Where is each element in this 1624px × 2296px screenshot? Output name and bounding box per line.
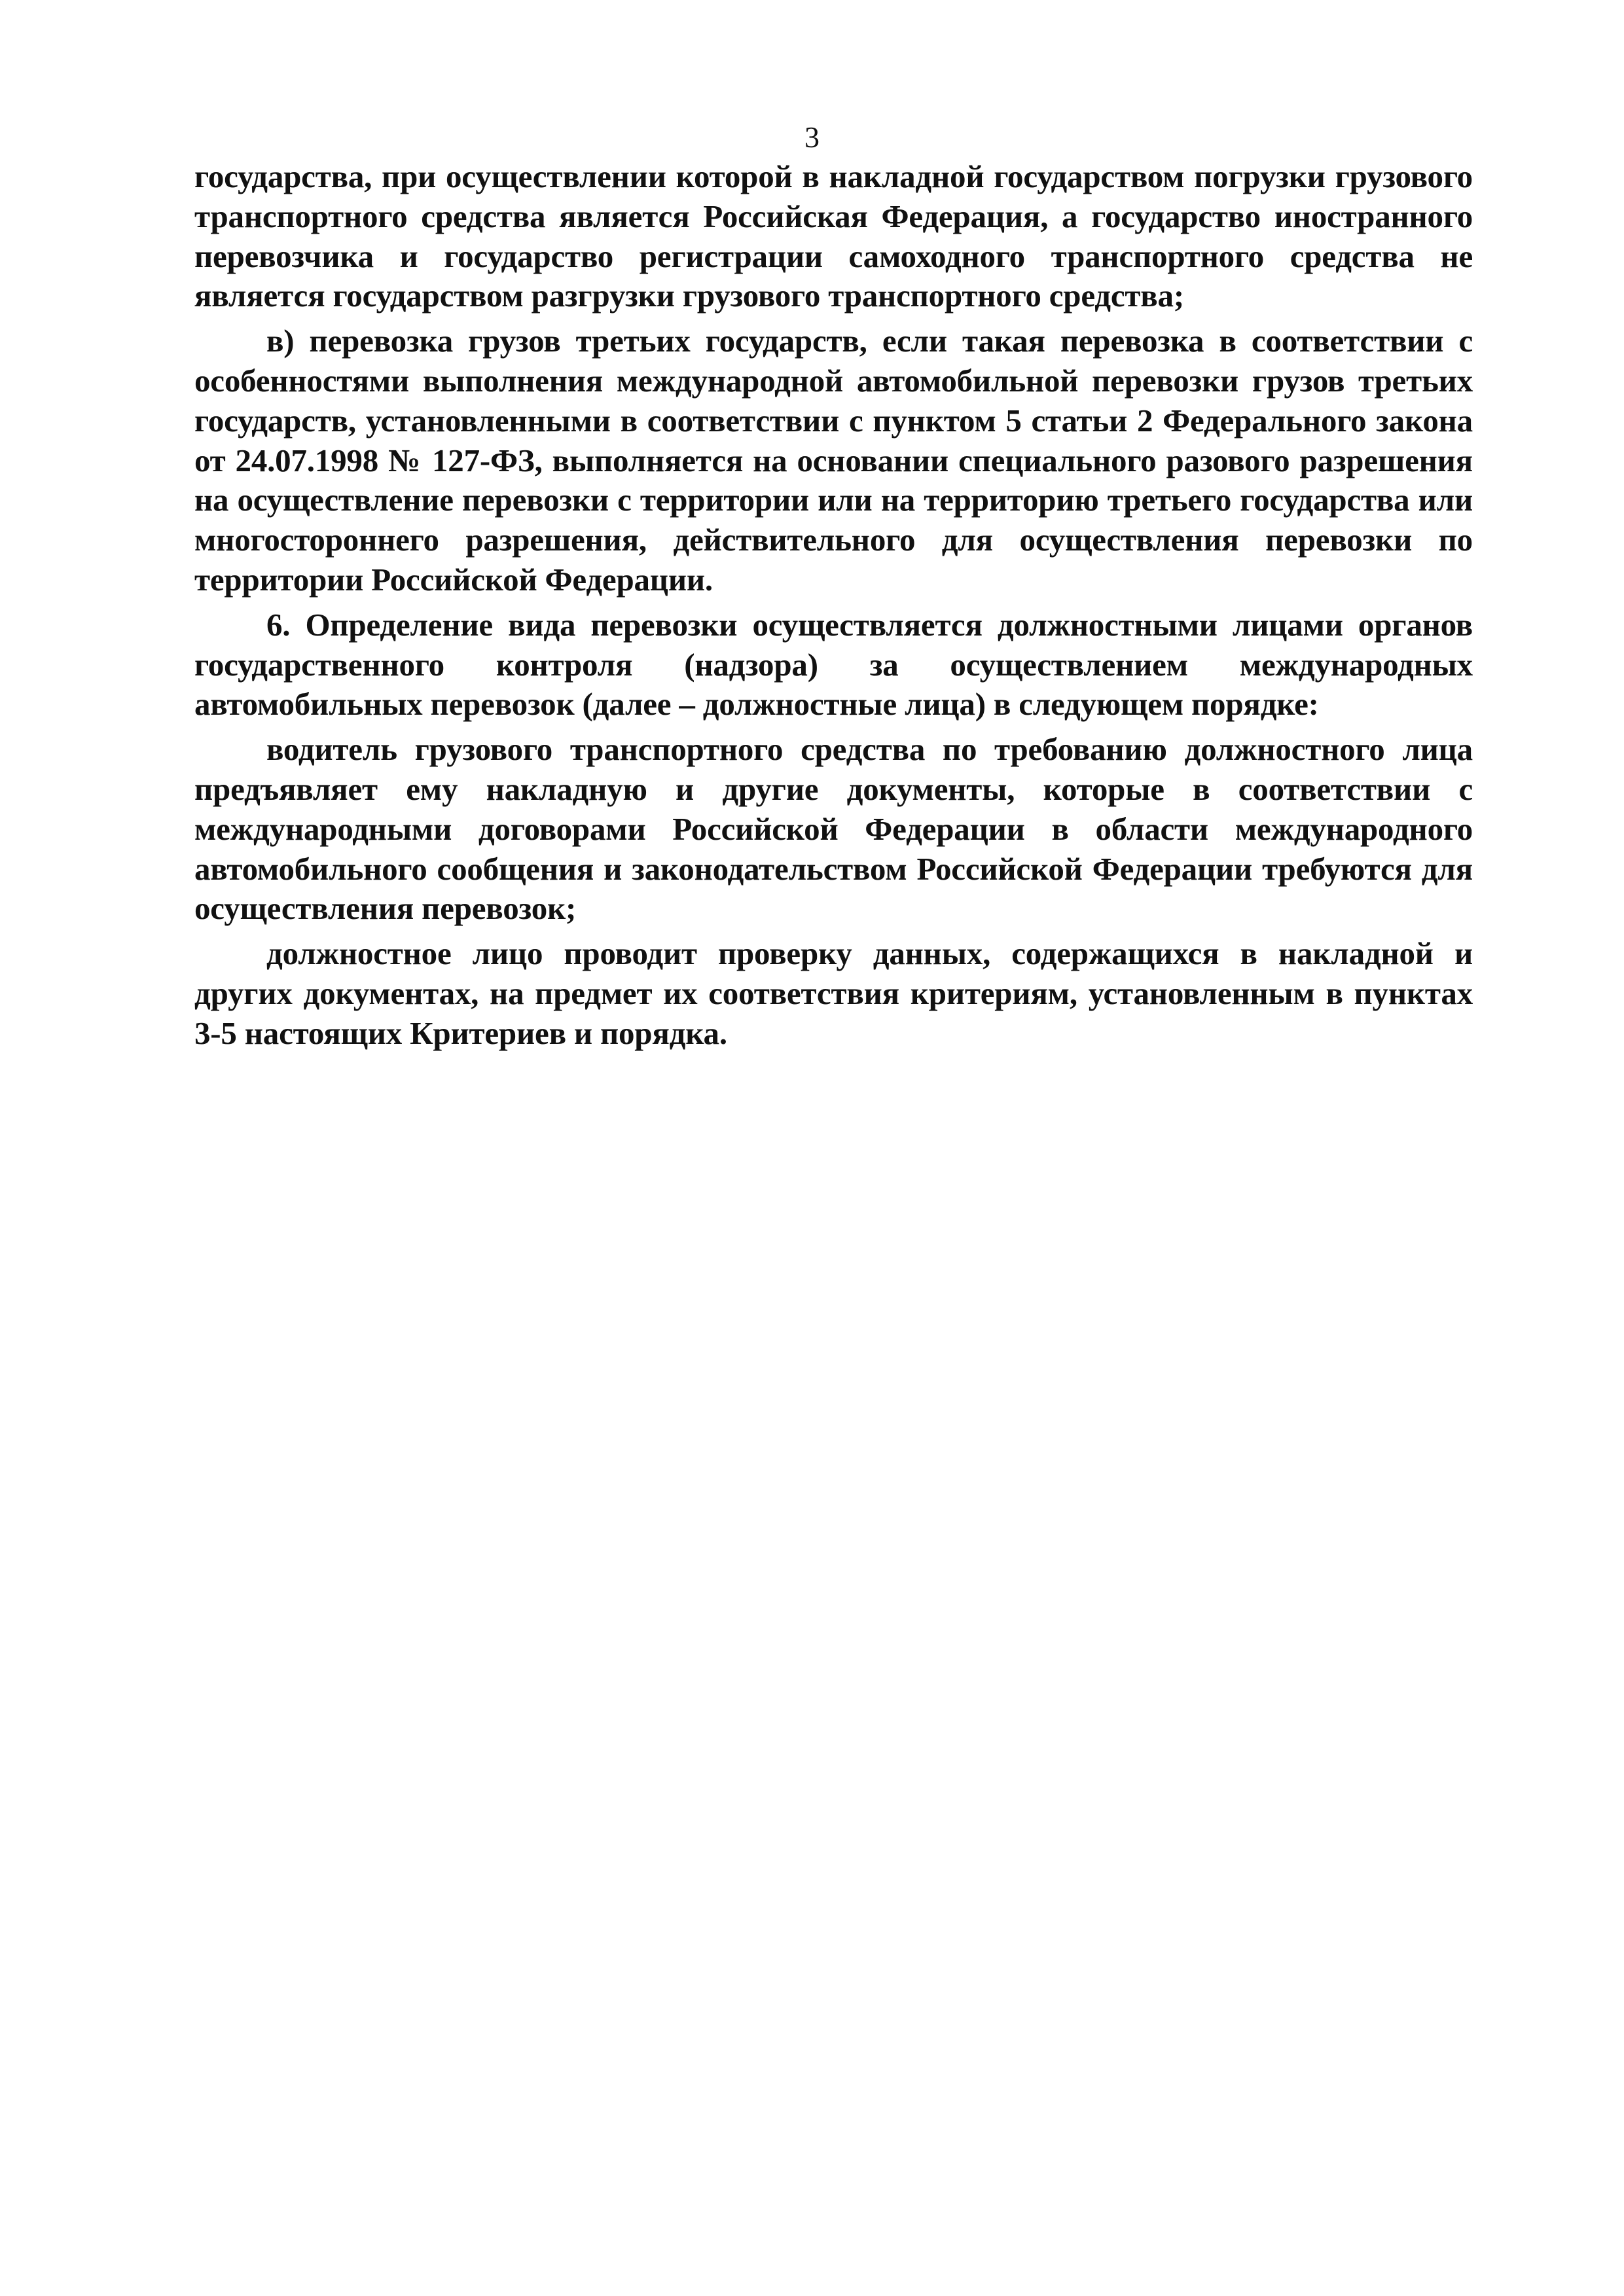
paragraph-official: должностное лицо проводит проверку данных, содержащихся в накладной и других документах, на предмет их соответствия критериям, установленным в пунктах 3-5 настоящих Критериев и порядка.	[194, 935, 1473, 1051]
paragraph-continuation: государства, при осуществлении которой в накладной государством погрузки грузового транспортного средства является Российская Федерация, а государство иностранного перевозчика и государство регистрации самоходного транспортного средства не является государством разгрузки грузового транспортного средства;	[194, 158, 1473, 314]
document-body	[194, 157, 1473, 1054]
page-number: 3	[804, 120, 820, 154]
paragraph-item-v: в) перевозка грузов третьих государств, если такая перевозка в соответствии с особенностями выполнения международной автомобильной перевозки грузов третьих государств, установленными в соответствии с пунктом 5 статьи 2 Федерального закона от 24.07.1998 № 127-ФЗ, выполняется на основании специального разового разрешения на осуществление перевозки с территории или на территорию третьего государства или многостороннего разрешения, действительного для осуществления перевозки по территории Российской Федерации.	[194, 323, 1473, 598]
paragraph-driver: водитель грузового транспортного средства по требованию должностного лица предъявляет ему накладную и другие документы, которые в соответствии с международными договорами Российской Федерации в области международного автомобильного сообщения и законодательством Российской Федерации требуются для осуществления перевозок;	[194, 731, 1473, 927]
paragraph-point-6: 6. Определение вида перевозки осуществляется должностными лицами органов государственного контроля (надзора) за осуществлением международных автомобильных перевозок (далее – должностные лица) в следующем порядке:	[194, 606, 1473, 723]
